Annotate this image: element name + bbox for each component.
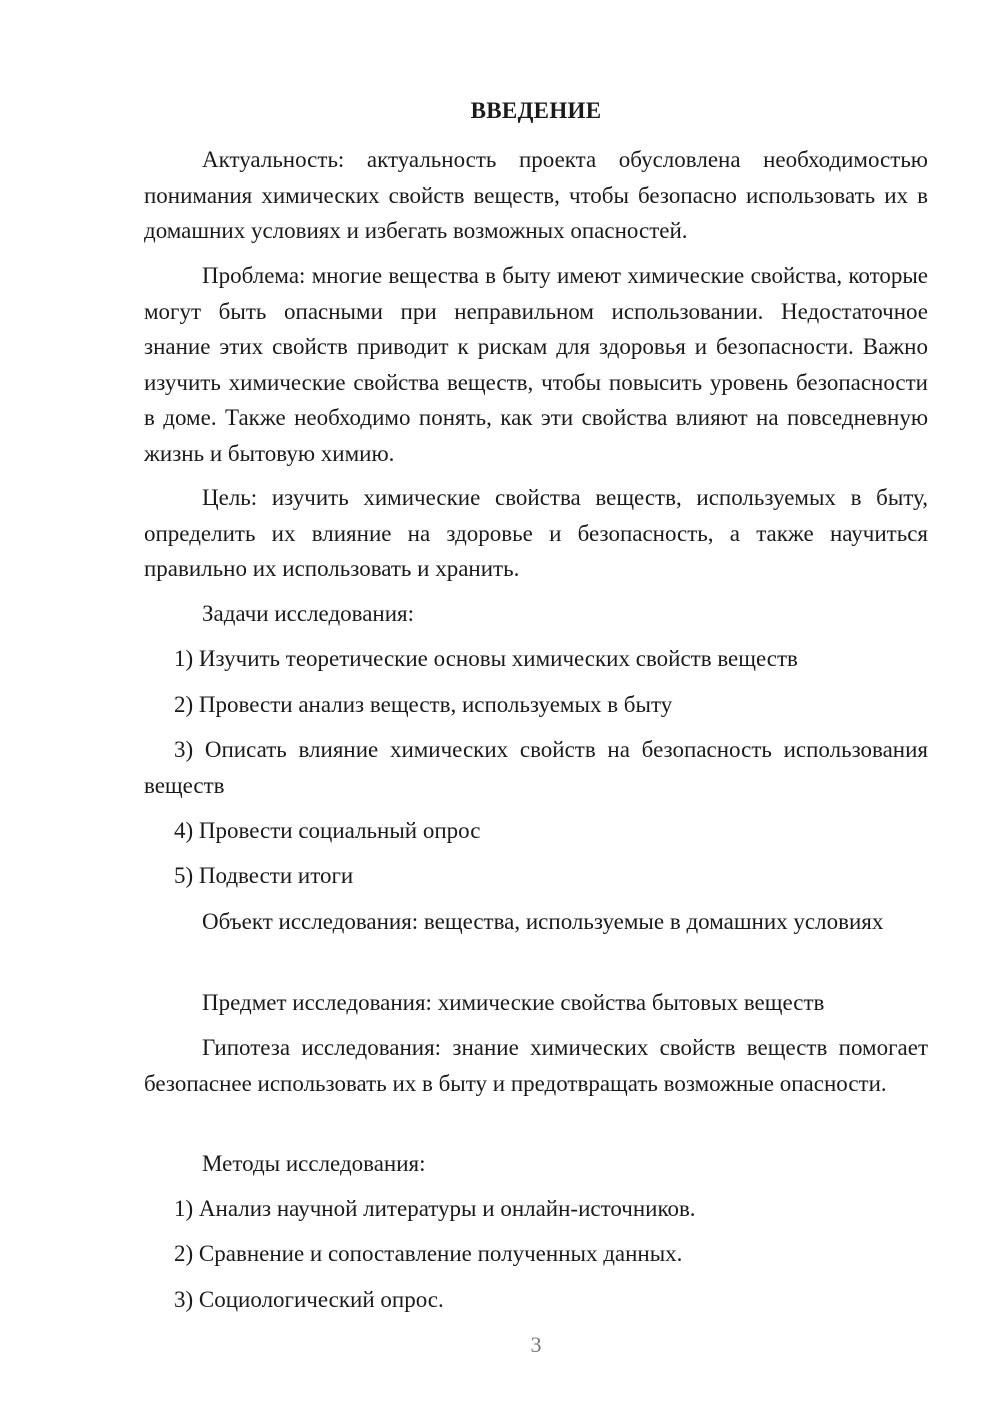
relevance-paragraph: Актуальность: актуальность проекта обусловлена необходимостью понимания химических свойств веществ, чтобы безопасно использовать их в домашних условиях и избегать возможных опасностей. xyxy=(144,147,928,243)
object-paragraph: Объект исследования: вещества, используемые в домашних условиях xyxy=(202,909,884,934)
page-number: 3 xyxy=(530,1332,542,1357)
task-item: 1) Изучить теоретические основы химических свойств веществ xyxy=(174,646,798,671)
method-item: 1) Анализ научной литературы и онлайн-источников. xyxy=(174,1196,696,1221)
hypothesis-paragraph: Гипотеза исследования: знание химических свойств веществ помогает безопаснее использовать их в быту и предотвращать возможные опасности. xyxy=(144,1035,928,1096)
task-item: 3) Описать влияние химических свойств на безопасность использования веществ xyxy=(144,737,928,798)
problem-paragraph: Проблема: многие вещества в быту имеют химические свойства, которые могут быть опасными при неправильном использовании. Недостаточное знание этих свойств приводит к рискам для здоровья и безопасности. Важно изучить химические свойства веществ, чтобы повысить уровень безопасности в доме. Также необходимо понять, как эти свойства влияют на повседневную жизнь и бытовую химию. xyxy=(144,263,928,466)
method-item: 2) Сравнение и сопоставление полученных данных. xyxy=(174,1241,683,1266)
page-title: ВВЕДЕНИЕ xyxy=(470,98,602,123)
task-item: 5) Подвести итоги xyxy=(174,863,354,888)
subject-paragraph: Предмет исследования: химические свойства бытовых веществ xyxy=(202,990,825,1015)
task-item: 2) Провести анализ веществ, используемых в быту xyxy=(174,692,673,717)
tasks-heading: Задачи исследования: xyxy=(202,601,415,626)
task-item: 4) Провести социальный опрос xyxy=(174,818,481,843)
method-item: 3) Социологический опрос. xyxy=(174,1287,444,1312)
methods-heading: Методы исследования: xyxy=(202,1151,426,1176)
document-page xyxy=(144,0,928,1414)
goal-paragraph: Цель: изучить химические свойства веществ, используемых в быту, определить их влияние на здоровье и безопасность, а также научиться правильно их использовать и хранить. xyxy=(144,485,928,581)
